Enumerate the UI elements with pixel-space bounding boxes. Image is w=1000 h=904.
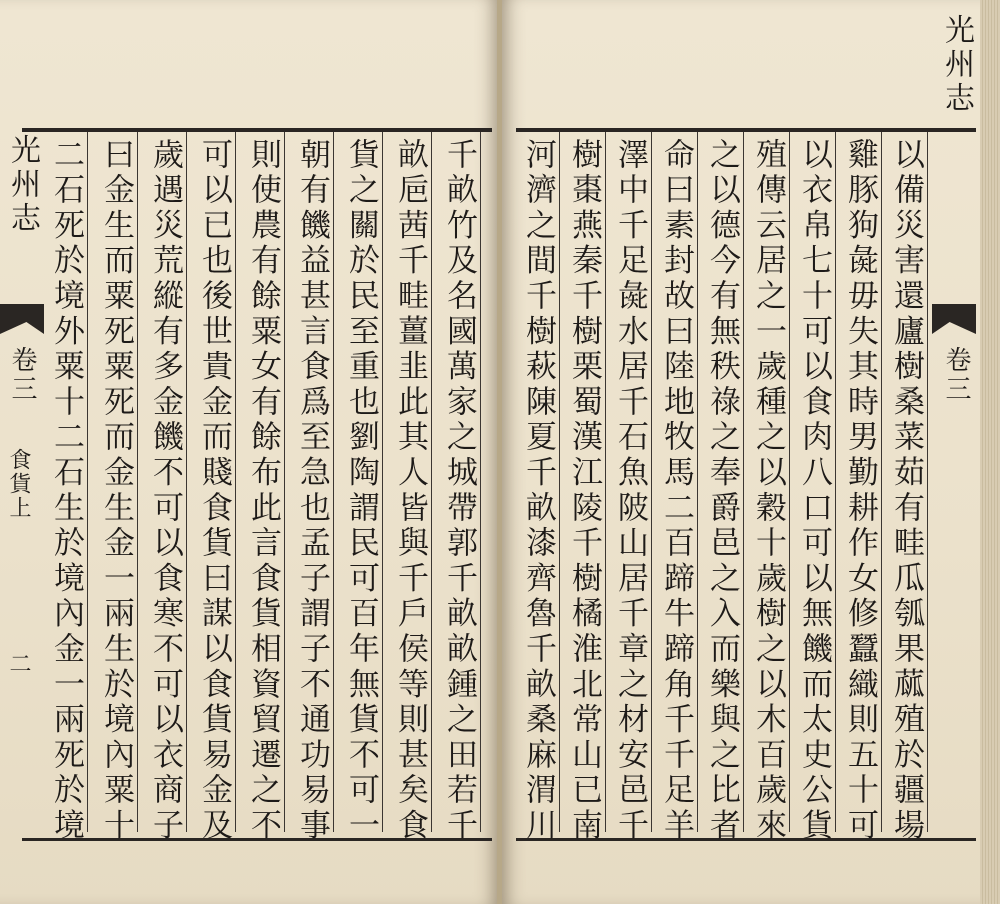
column-text: 朝有饑益甚言食爲至急也孟子謂子不通功易事 [294, 138, 330, 844]
column-text: 河濟之間千樹萩陳夏千畝漆齊魯千畝桑麻渭川 [520, 138, 556, 844]
text-column [44, 132, 88, 844]
banxin-volume: 卷三 [7, 346, 37, 404]
fishtail-mark [0, 304, 44, 334]
column-text: 畝巵茜千畦薑韭此其人皆與千戶侯等則甚矣食 [392, 138, 428, 844]
column-text: 則使農有餘粟女有餘布此言食貨相資貿遷之不 [245, 138, 281, 844]
banxin-title: 光州志 [939, 14, 974, 116]
text-column [94, 132, 138, 844]
column-text: 澤中千足彘水居千石魚陂山居千章之材安邑千 [612, 138, 648, 844]
fishtail-mark [932, 304, 976, 334]
column-text: 殖傳云居之一歲種之以穀十歲樹之以木百歲來 [750, 138, 786, 844]
text-column [700, 132, 744, 844]
column-text: 曰金生而粟死粟死而金生金一兩生於境內粟十 [98, 138, 134, 844]
column-text: 樹棗燕秦千樹栗蜀漢江陵千樹橘淮北常山已南 [566, 138, 602, 844]
text-column [884, 132, 928, 844]
text-column [654, 132, 698, 844]
text-column [792, 132, 836, 844]
column-text: 歲遇災荒縱有多金饑不可以食寒不可以衣商子 [147, 138, 183, 844]
text-column [516, 132, 560, 844]
left-page-banxin [0, 132, 46, 832]
text-column [290, 132, 334, 844]
column-text: 二石死於境外粟十二石生於境內金一兩死於境 [48, 138, 84, 844]
left-page [0, 0, 498, 904]
column-text: 貨之關於民至重也劉陶謂民可百年無貨不可一 [343, 138, 379, 844]
text-column [241, 132, 285, 844]
column-text: 可以已也後世貴金而賤食貨曰謀以食貨易金及 [196, 138, 232, 844]
page-edges [980, 0, 1000, 904]
column-text: 千畝竹及名國萬家之城帶郭千畝畝鍾之田若千 [441, 138, 477, 844]
text-column [388, 132, 432, 844]
text-column [339, 132, 383, 844]
column-text: 以備災害還廬樹桑菜茹有畦瓜瓠果蓏殖於疆場 [888, 138, 924, 844]
banxin-title: 光州志 [5, 134, 40, 236]
column-text: 命曰素封故曰陸地牧馬二百蹄牛蹄角千千足羊 [658, 138, 694, 844]
banxin-volume: 卷三 [941, 346, 971, 404]
text-column [838, 132, 882, 844]
text-column [143, 132, 187, 844]
right-page-banxin [932, 14, 978, 832]
banxin-page-number: 二 [6, 652, 31, 674]
column-text: 以衣帛七十可以食肉八口可以無饑而太史公貨 [796, 138, 832, 844]
column-text: 雞豚狗彘毋失其時男勤耕作女修蠶織則五十可 [842, 138, 878, 844]
text-column [562, 132, 606, 844]
text-column [746, 132, 790, 844]
text-column [608, 132, 652, 844]
text-column [437, 132, 481, 844]
banxin-section: 食貨上 [6, 448, 31, 520]
column-text: 之以德今有無秩祿之奉爵邑之入而樂與之比者 [704, 138, 740, 844]
text-column [192, 132, 236, 844]
